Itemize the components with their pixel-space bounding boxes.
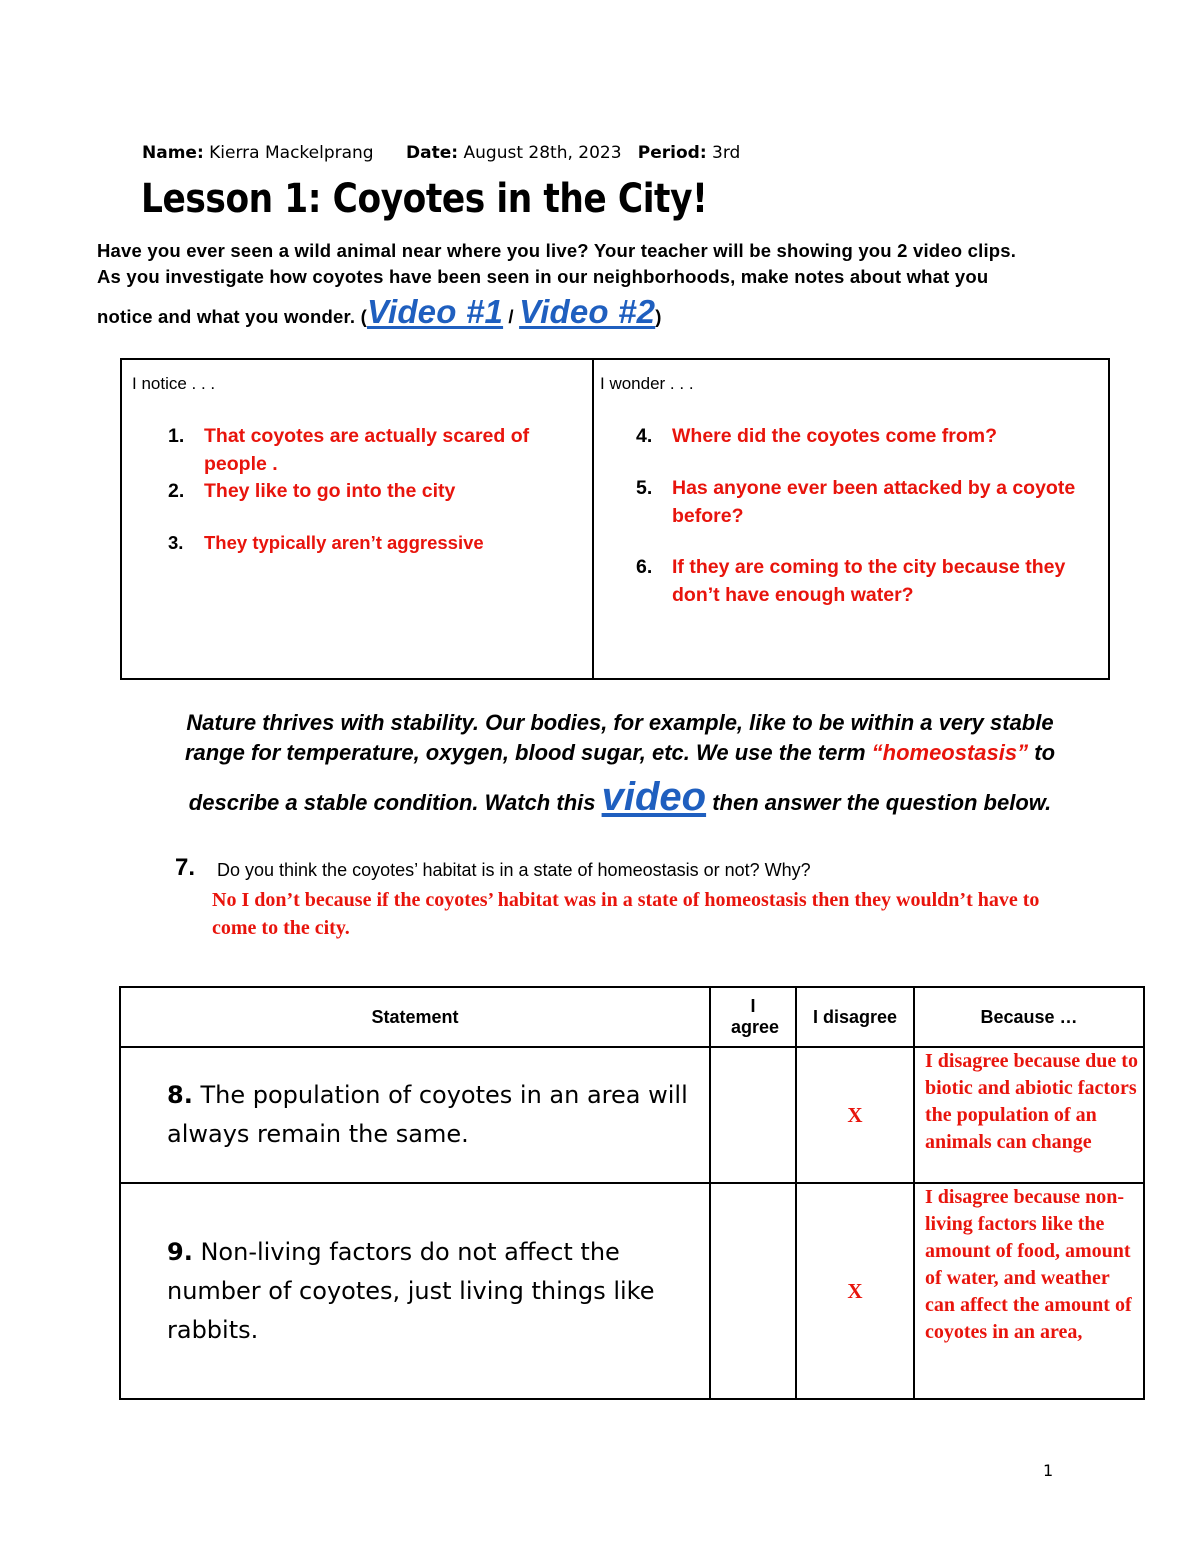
item-text: Where did the coyotes come from?: [672, 425, 998, 447]
nature-line-3: [100, 768, 1140, 832]
nature-line-3-text: describe a stable condition. Watch this: [188, 790, 602, 815]
item-text: If they are coming to the city because they don’t have enough water?: [672, 556, 1066, 606]
nature-line-2-text: range for temperature, oxygen, blood sugar, etc. We use the term: [184, 740, 872, 765]
intro-close-paren: ): [655, 306, 662, 327]
intro-line-1: Have you ever seen a wild animal near where you live? Your teacher will be showing you 2 video clips.: [97, 240, 1017, 261]
item-text: Has anyone ever been attacked by a coyote before?: [672, 477, 1076, 527]
disagree-cell[interactable]: X: [796, 1047, 914, 1183]
table-row: [120, 1183, 1144, 1399]
date-value: August 28th, 2023: [463, 143, 622, 163]
homeostasis-term: “homeostasis”: [871, 740, 1029, 765]
statement-text: The population of coyotes in an area will always remain the same.: [167, 1081, 688, 1148]
video-separator: /: [503, 306, 520, 327]
nature-line-2-end: to: [1028, 740, 1056, 765]
item-text: They like to go into the city: [204, 480, 456, 502]
date-label: Date:: [406, 143, 459, 163]
because-cell: I disagree because non-living factors like the amount of food, amount of water, and weather can affect the amount of coyotes in an area,: [914, 1183, 1144, 1399]
notice-item: [168, 529, 578, 557]
item-number: 6.: [636, 556, 653, 578]
item-number: 4.: [636, 425, 653, 447]
statement-cell: [120, 1183, 710, 1399]
notice-wonder-table: [120, 358, 1110, 680]
homeostasis-paragraph: [100, 708, 1140, 832]
statement-number: 8.: [167, 1081, 193, 1109]
statement-text: Non-living factors do not affect the number of coyotes, just living things like rabbits.: [167, 1237, 655, 1344]
table-header-row: [120, 987, 1144, 1047]
agree-disagree-table: [119, 986, 1145, 1400]
question-7-answer: No I don’t because if the coyotes’ habitat was in a state of homeostasis then they wouldn’t have to come to the city.: [212, 889, 1040, 939]
name-value: Kierra Mackelprang: [209, 143, 374, 163]
notice-column: [122, 360, 594, 678]
table-row: [120, 1047, 1144, 1183]
video-2-link[interactable]: Video #2: [519, 293, 656, 330]
intro-line-2: As you investigate how coyotes have been seen in our neighborhoods, make notes about what you: [97, 266, 989, 287]
agree-header: I agree: [710, 987, 796, 1047]
nature-line-1: Nature thrives with stability. Our bodies, for example, like to be within a very stable: [186, 710, 1054, 735]
wonder-header: I wonder . . .: [600, 374, 694, 393]
agree-cell[interactable]: [710, 1047, 796, 1183]
item-number: 2.: [168, 480, 185, 502]
homeostasis-video-link[interactable]: video: [601, 775, 707, 819]
question-7-text: Do you think the coyotes’ habitat is in a state of homeostasis or not? Why?: [217, 860, 811, 880]
period-label: Period:: [637, 143, 707, 163]
video-1-link[interactable]: Video #1: [366, 293, 504, 330]
disagree-cell[interactable]: X: [796, 1183, 914, 1399]
because-cell: I disagree because due to biotic and abiotic factors the population of an animals can change: [914, 1047, 1144, 1183]
name-label: Name:: [142, 143, 204, 163]
disagree-header: I disagree: [796, 987, 914, 1047]
student-info-line: [142, 143, 740, 163]
statement-cell: [120, 1047, 710, 1183]
intro-paragraph: [97, 238, 1167, 339]
page-number: 1: [1043, 1461, 1054, 1480]
period-value: 3rd: [712, 143, 741, 163]
wonder-item: [636, 474, 1076, 530]
question-7-number: 7.: [175, 854, 196, 881]
statement-number: 9.: [167, 1237, 193, 1266]
intro-line-3: [97, 290, 1167, 339]
wonder-item: [636, 553, 1076, 609]
notice-item: [168, 422, 578, 478]
notice-item: [168, 477, 578, 505]
item-number: 5.: [636, 477, 653, 499]
agree-cell[interactable]: [710, 1183, 796, 1399]
nature-line-3-end: then answer the question below.: [706, 790, 1052, 815]
item-number: 1.: [168, 425, 185, 447]
notice-header: I notice . . .: [132, 374, 216, 393]
nature-line-2: [100, 738, 1140, 768]
statement-header: Statement: [120, 987, 710, 1047]
wonder-column: [594, 360, 1108, 678]
lesson-title: Lesson 1: Coyotes in the City!: [141, 176, 708, 222]
item-text: They typically aren’t aggressive: [204, 532, 484, 553]
intro-line-3-text: notice and what you wonder. (: [97, 306, 367, 327]
wonder-item: [636, 422, 1076, 450]
item-text: That coyotes are actually scared of people .: [204, 425, 530, 475]
item-number: 3.: [168, 532, 184, 553]
because-header: Because …: [914, 987, 1144, 1047]
